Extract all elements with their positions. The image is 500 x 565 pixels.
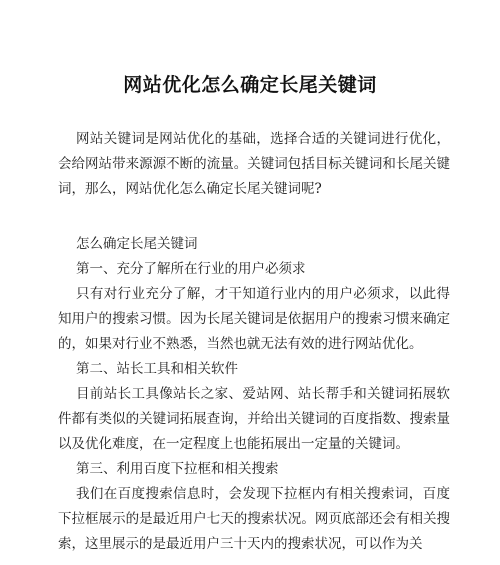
section-paragraph-1: 只有对行业充分了解，才干知道行业内的用户必须求，以此得知用户的搜索习惯。因为长尾关键词是依据用户的搜索习惯来确定的，如果对行业不熟悉，当然也就无法有效的进行网站优化。	[58, 286, 450, 352]
article-body	[58, 232, 450, 557]
section-title: 怎么确定长尾关键词	[76, 236, 198, 252]
section-paragraph-3: 我们在百度搜索信息时，会发现下拉框内有相关搜索词，百度下拉框展示的是最近用户七天的搜索状况。网页底部还会有相关搜索，这里展示的是最近用户三十天内的搜索状况，可以作为关	[58, 486, 450, 552]
intro-paragraph: 网站关键词是网站优化的基础，选择合适的关键词进行优化，会给网站带来源源不断的流量。关键词包括目标关键词和长尾关键词，那么，网站优化怎么确定长尾关键词呢?	[58, 131, 450, 197]
article-title: 网站优化怎么确定长尾关键词	[123, 74, 377, 96]
section-paragraph-2: 目前站长工具像站长之家、爱站网、站长帮手和关键词拓展软件都有类似的关键词拓展查询，并给出关键词的百度指数、搜索量以及优化难度，在一定程度上也能拓展出一定量的关键词。	[58, 386, 450, 452]
section-heading-3: 第三、利用百度下拉框和相关搜索	[76, 461, 279, 477]
section-heading-1: 第一、充分了解所在行业的用户必须求	[76, 261, 306, 277]
section-heading-2: 第二、站长工具和相关软件	[76, 361, 238, 377]
